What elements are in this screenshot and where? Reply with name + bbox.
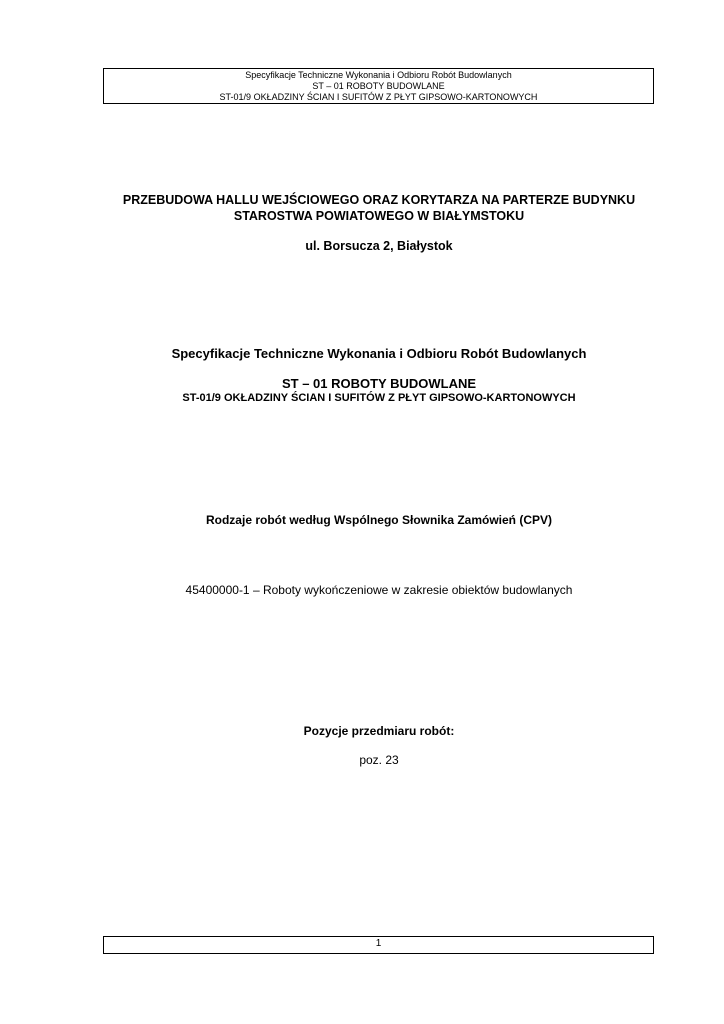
project-title [0, 192, 724, 224]
cpv-heading: Rodzaje robót według Wspólnego Słownika Zamówień (CPV) [205, 513, 552, 527]
st-subtitle: ST-01/9 OKŁADZINY ŚCIAN I SUFITÓW Z PŁYT GIPSOWO-KARTONOWYCH [182, 392, 576, 404]
positions-value: poz. 23 [359, 753, 399, 767]
page-footer [103, 936, 654, 954]
header-line-st: ST – 01 ROBOTY BUDOWLANE [312, 81, 445, 91]
project-title-line1: PRZEBUDOWA HALLU WEJŚCIOWEGO ORAZ KORYTARZA NA PARTERZE BUDYNKU [122, 193, 636, 207]
project-address: ul. Borsucza 2, Białystok [305, 239, 453, 253]
page-header [103, 68, 654, 104]
project-title-line2: STAROSTWA POWIATOWEGO W BIAŁYMSTOKU [233, 209, 525, 223]
specification-title: Specyfikacje Techniczne Wykonania i Odbioru Robót Budowlanych [171, 346, 587, 361]
st-title: ST – 01 ROBOTY BUDOWLANE [281, 376, 477, 391]
positions-heading: Pozycje przedmiaru robót: [303, 724, 455, 738]
page-number: 1 [375, 938, 382, 949]
cpv-item: 45400000-1 – Roboty wykończeniowe w zakresie obiektów budowlanych [185, 583, 573, 597]
header-line-spec: Specyfikacje Techniczne Wykonania i Odbioru Robót Budowlanych [245, 70, 512, 80]
header-line-substandard: ST-01/9 OKŁADZINY ŚCIAN I SUFITÓW Z PŁYT GIPSOWO-KARTONOWYCH [219, 92, 538, 102]
